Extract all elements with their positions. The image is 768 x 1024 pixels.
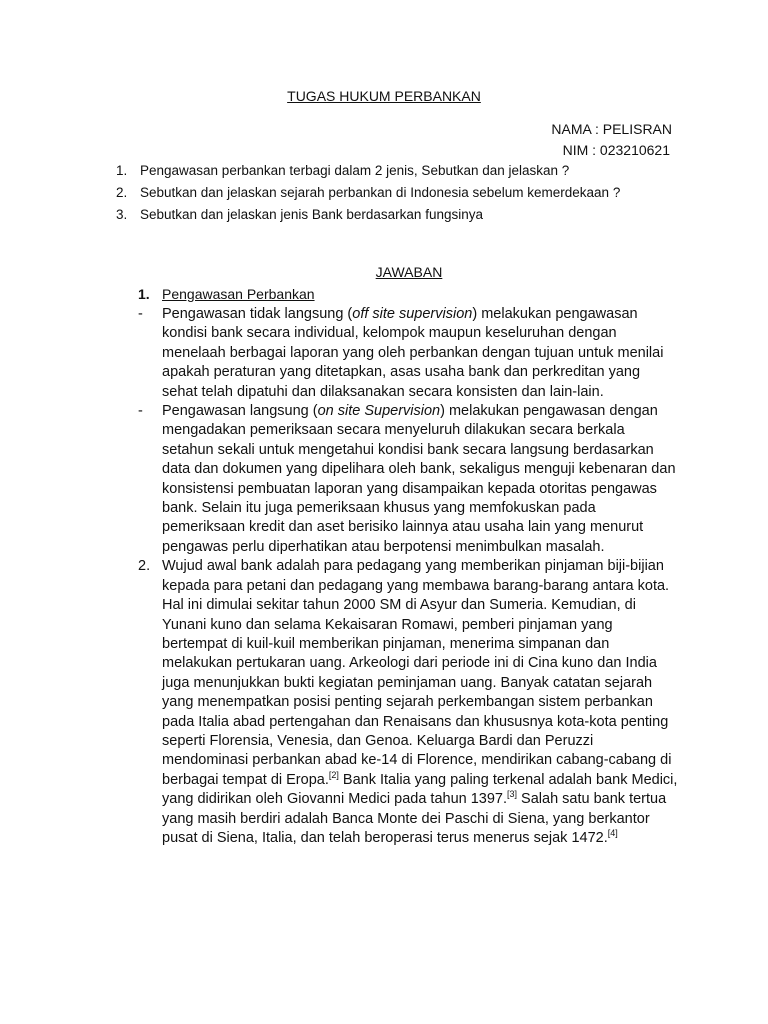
document-title: TUGAS HUKUM PERBANKAN <box>287 88 481 104</box>
answer-number: 2. <box>138 558 151 575</box>
question-text: Sebutkan dan jelaskan jenis Bank berdasarkan fungsinya <box>140 207 483 222</box>
question-text: Pengawasan perbankan terbagi dalam 2 jenis, Sebutkan dan jelaskan ? <box>140 163 570 178</box>
question-item <box>116 182 676 204</box>
bullet-text-pre: Pengawasan tidak langsung ( <box>162 306 353 322</box>
answers-section <box>138 283 678 848</box>
bullet-text-pre: Pengawasan langsung ( <box>162 403 318 420</box>
question-number: 1. <box>116 163 128 178</box>
question-item <box>116 160 676 182</box>
citation-ref[interactable]: [4] <box>607 828 618 839</box>
bullet-text-term: on site Supervision <box>317 403 441 420</box>
citation-ref[interactable]: [3] <box>507 789 518 800</box>
question-text: Sebutkan dan jelaskan sejarah perbankan di Indonesia sebelum kemerdekaan ? <box>140 185 621 200</box>
answer-2 <box>138 557 678 848</box>
answers-heading: JAWABAN <box>375 264 443 280</box>
answer-number: 1. <box>138 286 150 302</box>
student-nim: NIM : 023210621 <box>562 142 670 158</box>
question-list <box>116 160 676 226</box>
student-name: NAMA : PELISRAN <box>551 121 672 137</box>
bullet-mark: - <box>138 403 143 420</box>
bullet-mark: - <box>138 306 143 322</box>
answer-1-bullet-direct <box>138 402 678 557</box>
bullet-text <box>162 402 678 557</box>
answer-1-label: Pengawasan Perbankan <box>162 286 315 302</box>
question-item <box>116 204 676 226</box>
citation-ref[interactable]: [2] <box>328 769 339 780</box>
answer-2-text-part: Wujud awal bank adalah para pedagang yang memberikan pinjaman biji-bijian kepada para petani dan pedagang yang membawa barang-barang antara kota. Hal ini dimulai sekitar tahun 2000 SM di Asyur dan Sumeria. Kemudian, di Yunani kuno dan selama Kekaisaran Romawi, pemberi pinjaman yang bertempat di kuil-kuil memberikan pinjaman, menerima simpanan dan melakukan pertukaran uang. Arkeologi dari periode ini di Cina kuno dan India juga menunjukkan bukti kegiatan peminjaman uang. Banyak catatan sejarah yang menempatkan posisi penting sejarah perkembangan sistem perbankan pada Italia abad pertengahan dan Renaisans dan khususnya kota-kota penting seperti Florensia, Venesia, dan Genoa. Keluarga Bardi dan Peruzzi mendominasi perbankan abad ke-14 di Florence, mendirikan cabang-cabang di berbagai tempat di Eropa. <box>162 558 672 788</box>
answer-1-heading <box>138 283 678 305</box>
answer-2-text <box>162 557 678 848</box>
question-number: 3. <box>116 207 128 222</box>
bullet-text <box>162 305 678 402</box>
answer-2-text-part: Salah satu bank tertua yang masih berdiri adalah Banca Monte dei Paschi di Siena, yang berkantor pusat di Siena, Italia, dan telah beroperasi terus menerus sejak 1472. <box>162 791 667 846</box>
answer-1-bullet-indirect <box>138 305 678 402</box>
bullet-text-post: ) melakukan pengawasan dengan mengadakan pemeriksaan secara menyeluruh dilakukan secara berkala setahun sekali untuk mengetahui kondisi bank secara langsung berdasarkan data dan dokumen yang dipelihara oleh bank, sekaligus menguji kebenaran dan konsistensi pembuatan laporan yang disampaikan kepada otoritas pengawas bank. Selain itu juga pemeriksaan khusus yang memfokuskan pada pemeriksaan kredit dan aset berisiko lainnya atau usaha lain yang menurut pengawas perlu diperhatikan atau berpotensi menimbulkan masalah. <box>162 403 676 555</box>
question-number: 2. <box>116 185 128 200</box>
bullet-text-term: off site supervision <box>352 306 473 322</box>
bullet-text-post: ) melakukan pengawasan kondisi bank secara individual, kelompok maupun keseluruhan dengan menelaah berbagai laporan yang oleh perbankan dengan tujuan untuk menilai apakah peraturan yang ditetapkan, asas usaha bank dan perkreditan yang sehat telah dipatuhi dan dilaksanakan secara konsisten dan lain-lain. <box>162 306 664 400</box>
answer-2-text-part: Bank Italia yang paling terkenal adalah bank Medici, yang didirikan oleh Giovanni Medici pada tahun 1397. <box>162 771 678 808</box>
